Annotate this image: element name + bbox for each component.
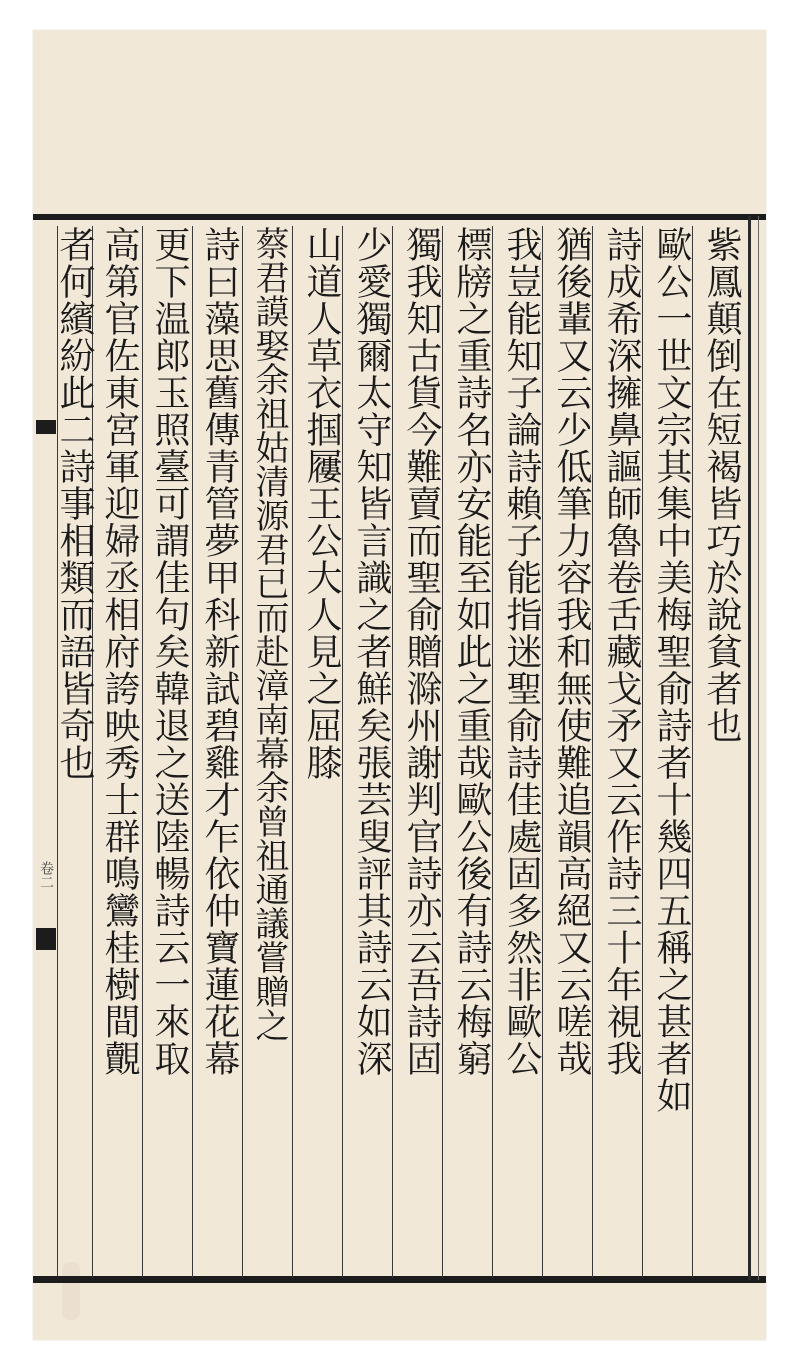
text-column-12: 更下温郎玉照臺可謂佳句矣韓退之送陸暢詩云一來取	[149, 226, 190, 1077]
text-column-3: 詩成希深擁鼻謳師魯卷舌藏戈矛又云作詩三十年視我	[601, 226, 642, 1077]
frame-right-border	[748, 216, 751, 1280]
text-column-10: 蔡君謨娶余祖姑清源君已而赴漳南幕余曾祖通議嘗贈之	[249, 226, 289, 1042]
text-column-14: 者何繽紛此二詩事相類而語皆奇也	[54, 226, 95, 781]
text-column-8: 少愛獨爾太守知皆言識之者鮮矣張芸叟評其詩云如深	[351, 226, 392, 1077]
text-column-11: 詩曰藻思舊傳青管夢甲科新試碧雞才乍依仲寶蓮花幕	[199, 226, 240, 1077]
text-column-6: 標牓之重詩名亦安能至如此之重哉歐公後有詩云梅窮	[451, 226, 492, 1077]
text-column-4: 猶後輩又云少低筆力容我和無使難追韻高絕又云嗟哉	[551, 226, 592, 1077]
text-column-2: 歐公一世文宗其集中美梅聖俞詩者十幾四五稱之甚者如	[651, 226, 692, 1114]
text-column-5: 我豈能知子論詩賴子能指迷聖俞詩佳處固多然非歐公	[501, 226, 542, 1077]
text-column-9: 山道人草衣掴屨王公大人見之屈膝	[301, 226, 342, 781]
frame-top-border	[33, 214, 766, 220]
text-column-7: 獨我知古貨今難賣而聖俞贈滁州謝判官詩亦云吾詩固	[401, 226, 442, 1077]
text-column-1: 紫鳳顛倒在短褐皆巧於說貧者也	[701, 226, 742, 744]
margin-label: 卷二	[38, 861, 54, 889]
text-column-13: 高第官佐東宮軍迎婦丞相府誇映秀士群鳴鸞桂樹間覿	[99, 226, 140, 1077]
frame-right-inner-line	[758, 216, 759, 1280]
